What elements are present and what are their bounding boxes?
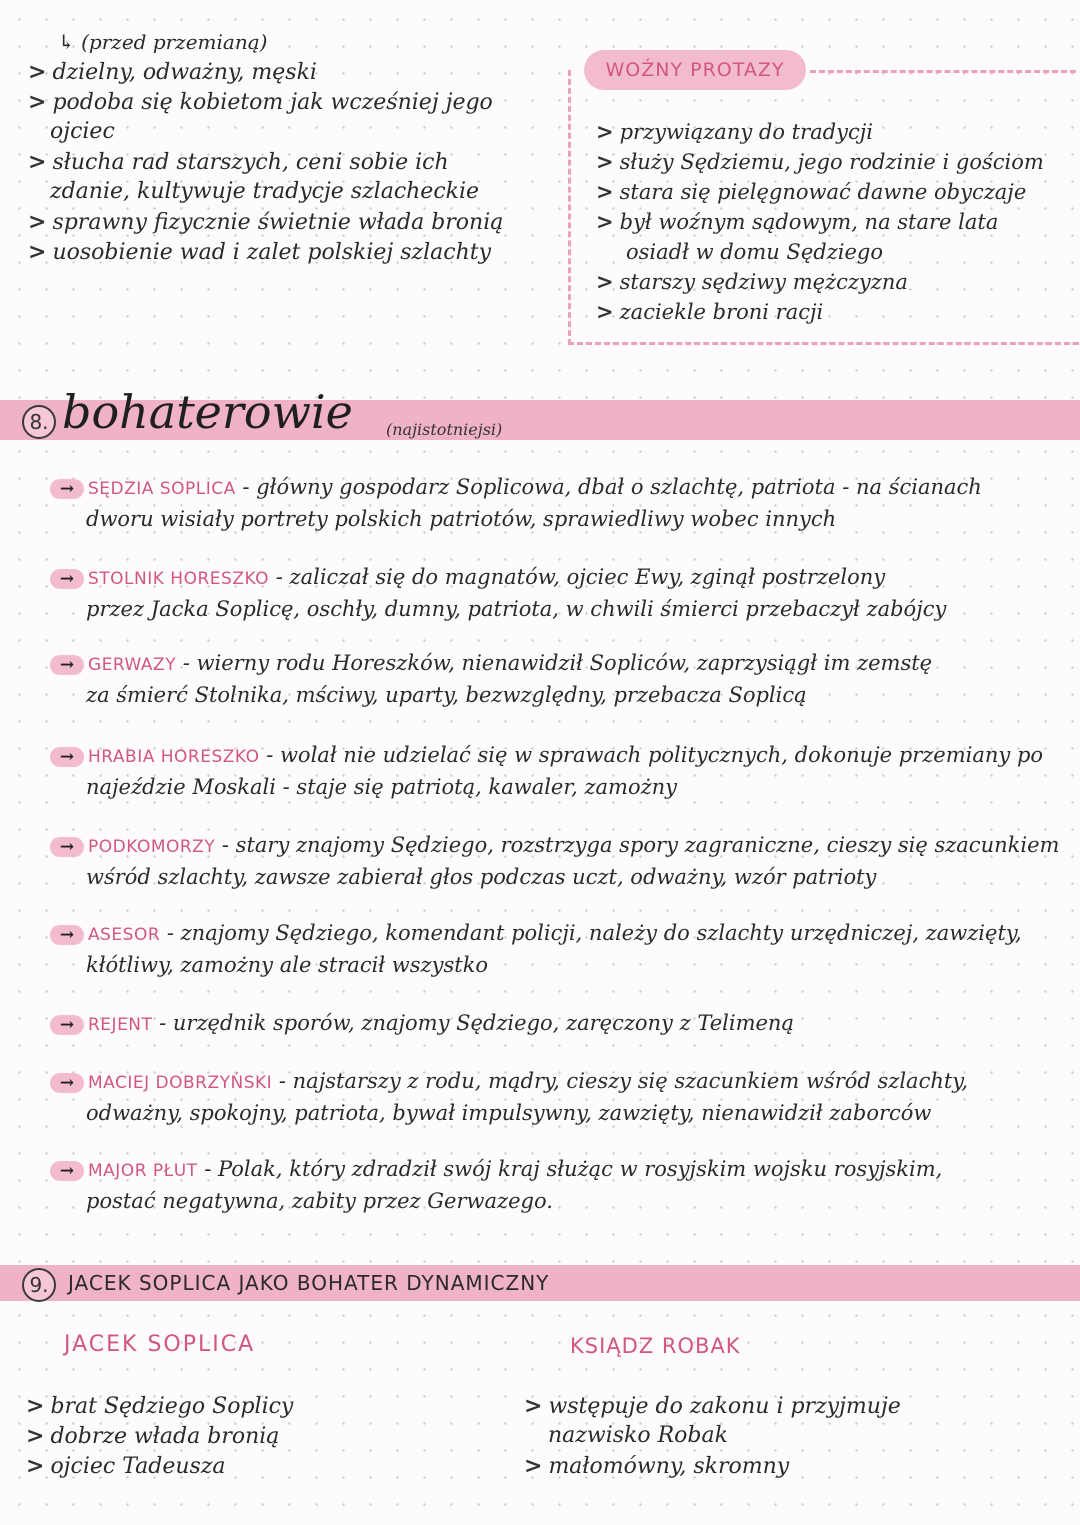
arrow-right-icon: →	[50, 479, 84, 499]
arrow-icon: >	[596, 179, 614, 204]
arrow-right-icon: →	[50, 569, 84, 589]
arrow-icon: >	[28, 209, 47, 235]
arrow-icon: >	[28, 89, 47, 115]
character-entry: → MACIEJ DOBRZYŃSKI - najstarszy z rodu, mądry, cieszy się szacunkiem wśród szlachty, odważny, spokojny, patriota, bywał impulsywny, zawzięty, nienawidził zaborców	[50, 1066, 1070, 1128]
arrow-icon: >	[28, 59, 47, 85]
section8-title: bohaterowie	[62, 385, 353, 439]
note-before-change: ↳ (przed przemianą)	[58, 30, 268, 54]
arrow-icon: >	[596, 149, 614, 174]
list-item: > słucha rad starszych, ceni sobie ich	[28, 149, 449, 175]
wozny-title: WOŹNY PROTAZY	[584, 50, 806, 90]
character-entry: → STOLNIK HORESZKO - zaliczał się do magnatów, ojciec Ewy, zginął postrzelony przez Jacka Soplicę, oschły, dumny, patriota, w chwili śmierci przebaczył zabójcy	[50, 562, 1070, 624]
arrow-icon: >	[524, 1453, 543, 1479]
character-entry: → REJENT - urzędnik sporów, znajomy Sędziego, zaręczony z Telimeną	[50, 1008, 1070, 1040]
arrow-icon: >	[26, 1423, 45, 1449]
list-item: > dobrze włada bronią	[26, 1423, 280, 1449]
character-entry: → SĘDZIA SOPLICA - główny gospodarz Soplicowa, dbał o szlachtę, patriota - na ścianach dworu wisiały portrety polskich patriotów, sprawiedliwy wobec innych	[50, 472, 1070, 534]
arrow-icon: >	[28, 149, 47, 175]
character-entry: → GERWAZY - wierny rodu Horeszków, nienawidził Sopliców, zaprzysiągł im zemstę za śmierć Stolnika, mściwy, uparty, bezwzględny, przebacza Soplicą	[50, 648, 1070, 710]
character-name: SĘDZIA SOPLICA	[88, 479, 236, 499]
arrow-icon: >	[26, 1393, 45, 1419]
arrow-icon: >	[26, 1453, 45, 1479]
list-item: > był woźnym sądowym, na stare lata	[596, 209, 999, 234]
character-name: PODKOMORZY	[88, 837, 216, 857]
list-item: osiadł w domu Sędziego	[626, 240, 883, 264]
arrow-right-icon: →	[50, 1073, 84, 1093]
character-entry: → PODKOMORZY - stary znajomy Sędziego, rozstrzyga spory zagraniczne, cieszy się szacunkiem wśród szlachty, zawsze zabierał głos podczas uczt, odważny, wzór patrioty	[50, 830, 1070, 892]
character-name: MACIEJ DOBRZYŃSKI	[88, 1073, 273, 1093]
arrow-icon: >	[596, 299, 614, 324]
arrow-icon: >	[28, 239, 47, 265]
list-item: nazwisko Robak	[548, 1423, 728, 1448]
section9-number: 9.	[22, 1268, 56, 1302]
list-item: > sprawny fizycznie świetnie włada bronią	[28, 209, 504, 235]
arrow-right-icon: →	[50, 1015, 84, 1035]
character-name: ASESOR	[88, 925, 161, 945]
arrow-right-icon: →	[50, 925, 84, 945]
section8-subtitle: (najistotniejsi)	[386, 420, 503, 439]
character-name: MAJOR PŁUT	[88, 1161, 198, 1181]
list-item: zdanie, kultywuje tradycje szlacheckie	[50, 179, 480, 204]
list-item: > zaciekle broni racji	[596, 299, 824, 324]
list-item: > podoba się kobietom jak wcześniej jego	[28, 89, 493, 115]
arrow-right-icon: →	[50, 1161, 84, 1181]
list-item: > dzielny, odważny, męski	[28, 59, 317, 85]
list-item: > ojciec Tadeusza	[26, 1453, 226, 1479]
jacek-heading: JACEK SOPLICA	[64, 1332, 256, 1357]
list-item: > brat Sędziego Soplicy	[26, 1393, 294, 1419]
arrow-icon: >	[596, 269, 614, 294]
character-entry: → HRABIA HORESZKO - wolał nie udzielać się w sprawach politycznych, dokonuje przemiany po najeździe Moskali - staje się patriotą, kawaler, zamożny	[50, 740, 1070, 802]
list-item: > przywiązany do tradycji	[596, 119, 873, 144]
section9-title: JACEK SOPLICA JAKO BOHATER DYNAMICZNY	[68, 1271, 550, 1295]
arrow-icon: >	[596, 209, 614, 234]
list-item: > starszy sędziwy mężczyzna	[596, 269, 908, 294]
character-entry: → MAJOR PŁUT - Polak, który zdradził swój kraj służąc w rosyjskim wojsku rosyjskim, postać negatywna, zabity przez Gerwazego.	[50, 1154, 1070, 1216]
arrow-right-icon: →	[50, 655, 84, 675]
arrow-right-icon: →	[50, 837, 84, 857]
list-item: > wstępuje do zakonu i przyjmuje	[524, 1393, 901, 1419]
list-item: > małomówny, skromny	[524, 1453, 790, 1479]
arrow-icon: >	[596, 119, 614, 144]
wozny-box-top-border	[810, 70, 1076, 73]
list-item: > uosobienie wad i zalet polskiej szlachty	[28, 239, 492, 265]
arrow-right-icon: →	[50, 747, 84, 767]
character-name: REJENT	[88, 1015, 153, 1035]
robak-heading: KSIĄDZ ROBAK	[570, 1334, 741, 1358]
character-name: HRABIA HORESZKO	[88, 747, 260, 767]
character-entry: → ASESOR - znajomy Sędziego, komendant policji, należy do szlachty urzędniczej, zawzięty, kłótliwy, zamożny ale stracił wszystko	[50, 918, 1070, 980]
section8-number: 8.	[22, 405, 56, 439]
list-item: > stara się pielęgnować dawne obyczaje	[596, 179, 1027, 204]
character-name: GERWAZY	[88, 655, 177, 675]
character-name: STOLNIK HORESZKO	[88, 569, 270, 589]
list-item: > służy Sędziemu, jego rodzinie i gościom	[596, 149, 1044, 174]
arrow-icon: >	[524, 1393, 543, 1419]
list-item: ojciec	[50, 119, 115, 144]
